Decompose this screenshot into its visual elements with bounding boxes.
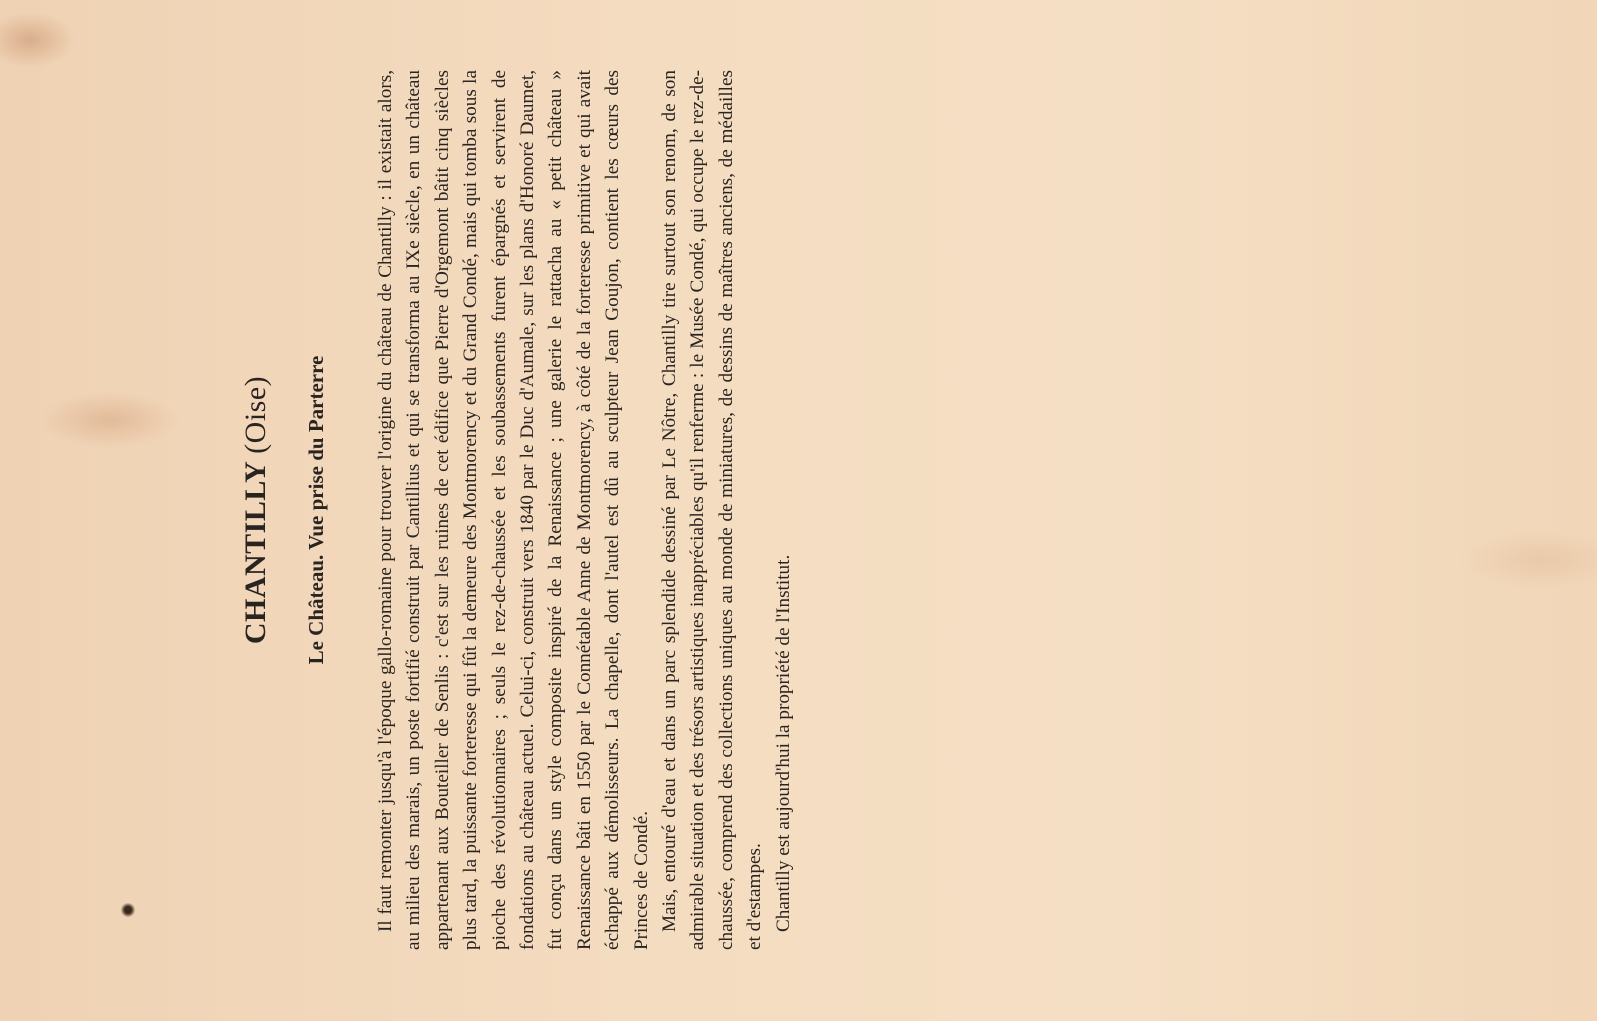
rotated-text-block (230, 70, 970, 950)
page-subtitle: Le Château. Vue prise du Parterre (304, 355, 328, 665)
title-region: (Oise) (239, 375, 272, 454)
body-text (372, 70, 798, 950)
title-name: CHANTILLY (239, 461, 272, 645)
paragraph-ownership: Chantilly est aujourd'hui la propriété de l'Institut. (772, 554, 794, 932)
page-title (230, 70, 282, 950)
paragraph-history: Il faut remonter jusqu'à l'époque gallo-romaine pour trouver l'origine du château de Chantilly : il existait alors, au milieu des marais, un poste fortifié construit par Cantillius et qui se transforma au IXe siècle, en un château appartenant aux Bouteiller de Senlis : c'est sur les ruines de cet édifice que Pierre d'Orgemont bâtit cinq siècles plus tard, la puissante forteresse qui fût la demeure des Montmorency et du Grand Condé, mais qui tomba sous la pioche des révolutionnaires ; seuls le rez-de-chaussée et les soubassements furent épargnés et servirent de fondations au château actuel. Celui-ci, construit vers 1840 par le Duc d'Aumale, sur les plans d'Honoré Daumet, fut conçu dans un style composite inspiré de la Renaissance ; une galerie le rattacha au « petit château » Renaissance bâti en 1550 par le Connétable Anne de Montmorency, à côté de la forteresse primitive et qui avait échappé aux démolisseurs. La chapelle, dont l'autel est dû au sculpteur Jean Goujon, contient les cœurs des Princes de Condé. (375, 70, 652, 950)
paragraph-museum: Mais, entouré d'eau et dans un parc splendide dessiné par Le Nôtre, Chantilly tire surtout son renom, de son admirable situation et des trésors artistiques inappréciables qu'il renferme : le Musée Condé, qui occupe le rez-de-chaussée, comprend des collections uniques au monde de miniatures, de dessins de maîtres anciens, de médailles et d'estampes. (659, 70, 766, 950)
ink-spot (121, 903, 135, 917)
